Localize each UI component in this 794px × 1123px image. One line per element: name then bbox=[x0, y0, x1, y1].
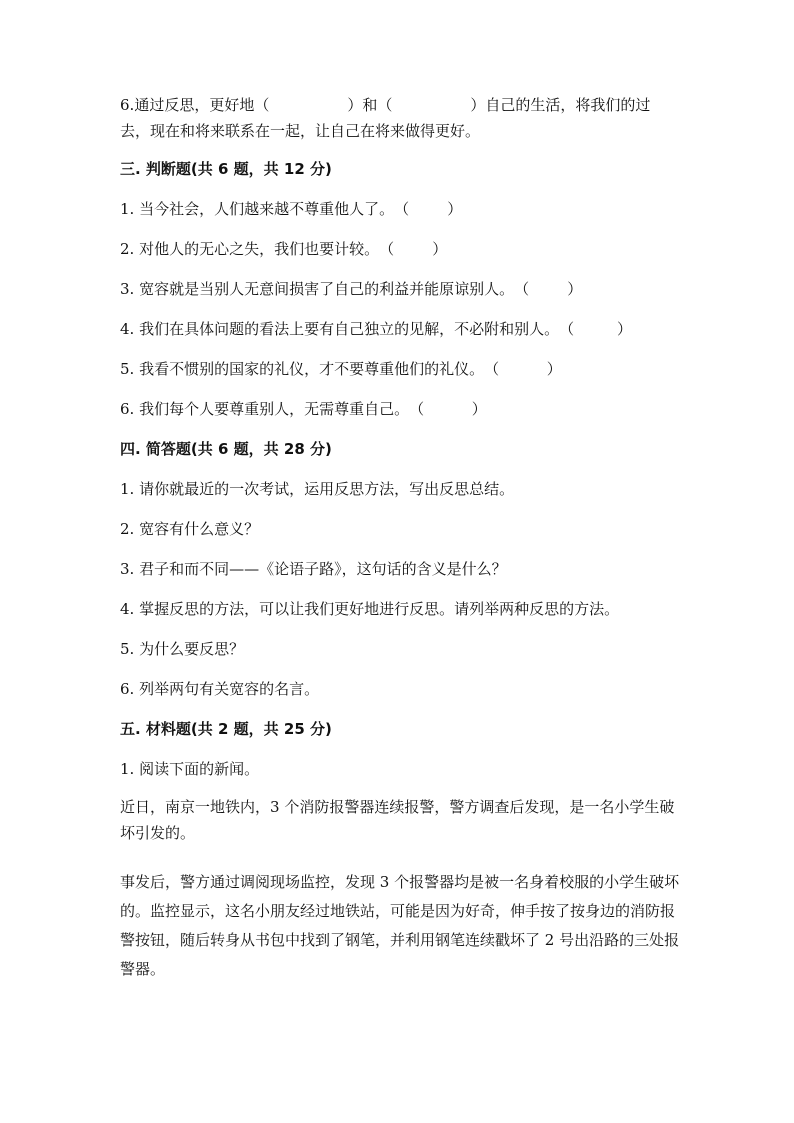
judge-answer-paren[interactable]: （ ） bbox=[409, 400, 487, 418]
judge-text: 5. 我看不惯别的国家的礼仪，才不要尊重他们的礼仪。 bbox=[120, 360, 485, 378]
short-answer-item-3: 3. 君子和而不同——《论语子路》，这句话的含义是什么？ bbox=[120, 560, 507, 578]
short-answer-item-1: 1. 请你就最近的一次考试，运用反思方法，写出反思总结。 bbox=[120, 480, 515, 498]
section-4-title: 四. 简答题(共 6 题，共 28 分) bbox=[120, 440, 332, 458]
judge-text: 6. 我们每个人要尊重别人，无需尊重自己。 bbox=[120, 400, 410, 418]
document-page bbox=[120, 92, 680, 984]
fill-question-6 bbox=[120, 92, 680, 144]
question-text-part2: ）和（ bbox=[347, 96, 393, 114]
judge-item-1 bbox=[120, 196, 680, 222]
short-answer-item-4: 4. 掌握反思的方法，可以让我们更好地进行反思。请列举两种反思的方法。 bbox=[120, 600, 620, 618]
judge-answer-paren[interactable]: （ ） bbox=[484, 360, 562, 378]
section-5-title: 五. 材料题(共 2 题，共 25 分) bbox=[120, 720, 332, 738]
question-text-part3: ）自己的生活，将我们的过去，现在和将来联系在一起，让自己在将来做得更好。 bbox=[120, 96, 651, 140]
answer-blank-1[interactable] bbox=[269, 92, 347, 118]
question-number: 6. bbox=[120, 96, 135, 114]
judge-text: 4. 我们在具体问题的看法上要有自己独立的见解，不必附和别人。 bbox=[120, 320, 560, 338]
judge-answer-paren[interactable]: （ ） bbox=[379, 240, 448, 258]
section-3-title: 三. 判断题(共 6 题，共 12 分) bbox=[120, 160, 332, 178]
material-question-1-label: 1. 阅读下面的新闻。 bbox=[120, 760, 260, 778]
judge-text: 1. 当今社会，人们越来越不尊重他人了。 bbox=[120, 200, 395, 218]
judge-answer-paren[interactable]: （ ） bbox=[559, 320, 633, 338]
judge-item-3 bbox=[120, 276, 680, 302]
judge-item-6 bbox=[120, 396, 680, 422]
short-answer-item-6: 6. 列举两句有关宽容的名言。 bbox=[120, 680, 320, 698]
short-answer-item-2: 2. 宽容有什么意义？ bbox=[120, 520, 260, 538]
judge-item-5 bbox=[120, 356, 680, 382]
judge-answer-paren[interactable]: （ ） bbox=[394, 200, 463, 218]
short-answer-item-5: 5. 为什么要反思？ bbox=[120, 640, 245, 658]
judge-text: 3. 宽容就是当别人无意间损害了自己的利益并能原谅别人。 bbox=[120, 280, 515, 298]
question-text-part1: 通过反思，更好地（ bbox=[134, 96, 270, 114]
material-paragraph-2: 事发后，警方通过调阅现场监控，发现 3 个报警器均是被一名身着校服的小学生破坏的。监控显示，这名小朋友经过地铁站，可能是因为好奇，伸手按了按身边的消防报警按钮，随后转身从书包中找到了钢笔，并利用钢笔连续戳坏了 2 号出沿路的三处报警器。 bbox=[120, 873, 680, 978]
judge-item-4 bbox=[120, 316, 680, 342]
judge-answer-paren[interactable]: （ ） bbox=[514, 280, 583, 298]
judge-item-2 bbox=[120, 236, 680, 262]
answer-blank-2[interactable] bbox=[392, 92, 470, 118]
material-paragraph-1: 近日，南京一地铁内，3 个消防报警器连续报警，警方调查后发现，是一名小学生破坏引发的。 bbox=[120, 798, 675, 842]
judge-text: 2. 对他人的无心之失，我们也要计较。 bbox=[120, 240, 380, 258]
